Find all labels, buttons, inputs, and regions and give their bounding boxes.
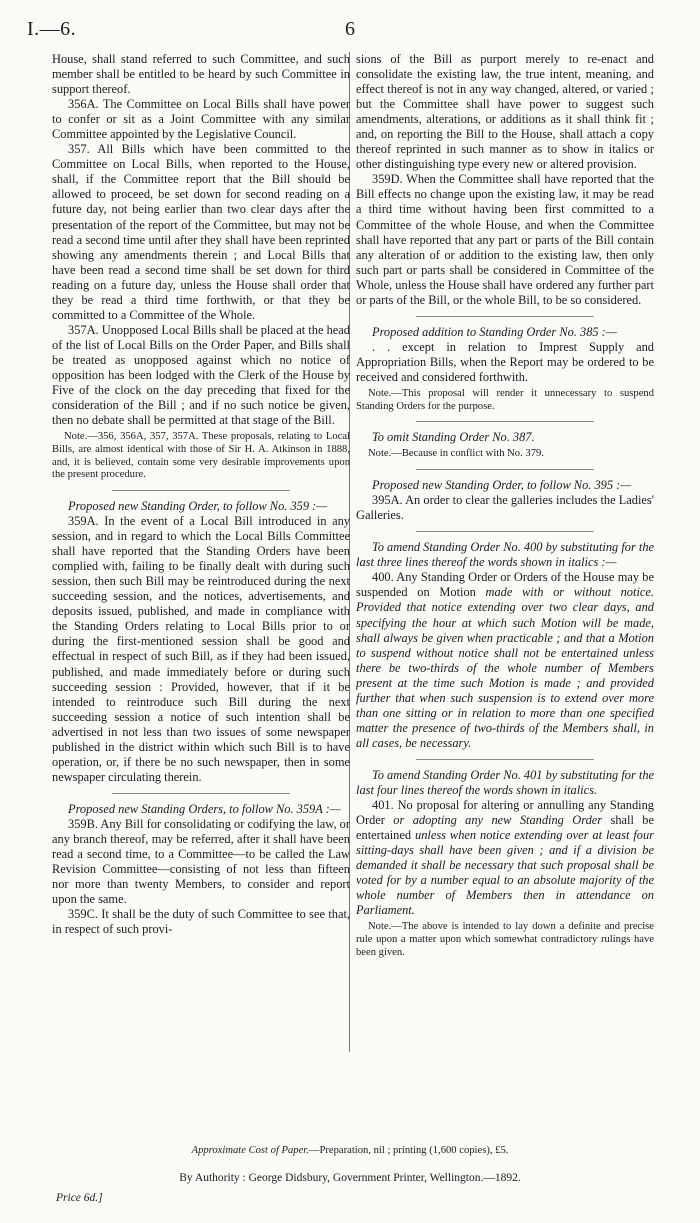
- order-395a: 395A. An order to clear the galleries includes the Ladies' Galleries.: [356, 493, 654, 523]
- proposal-amend-401: To amend Standing Order No. 401 by substituting for the last four lines thereof the words shown in italics.: [356, 767, 655, 797]
- cost-text: —Preparation, nil ; printing (1,600 copies), £5.: [308, 1145, 509, 1156]
- section-rule: [416, 316, 595, 317]
- note-401: Note.—The above is intended to lay down a definite and precise rule upon a matter upon which somewhat contradictory rulings have been given.: [356, 921, 654, 958]
- note-387: Note.—Because in conflict with No. 379.: [368, 448, 544, 460]
- section-rule: [416, 759, 595, 760]
- cost-line: [0, 1145, 700, 1156]
- order-359b: 359B. Any Bill for consolidating or codifying the law, or any branch thereof, may be referred, after it shall have been read a second time, to a Committee—to be called the Law Revision Committee—consisting of not less than fifteen nor more than twenty Members, to consider and report upon the same.: [52, 816, 350, 907]
- order-401-text-b: shall be entertained: [356, 813, 655, 843]
- paragraph-continued: House, shall stand referred to such Committee, and such member shall be entitled to be heard by such Committee in support thereof.: [52, 52, 350, 97]
- order-401-italic-b: unless when notice extending over at least four sitting-days shall have been given ; and if a division be demanded it shall be necessary that such proposal shall be voted for by a number equal to an absolute majority of the whole number of Members then in attendance on Parliament.: [356, 828, 654, 918]
- proposal-heading-385: Proposed addition to Standing Order No. 385 :—: [372, 324, 617, 339]
- section-rule: [416, 469, 595, 470]
- section-rule: [416, 421, 595, 422]
- order-356a: 356A. The Committee on Local Bills shall have power to confer or sit as a Joint Committee with any similar Committee appointed by the Legislative Council.: [52, 97, 350, 142]
- order-400-italic: made with or without notice. Provided that notice extending over two clear days, and specifying the hour at which such Motion will be made, shall always be given when practicable ; and that a Motion to suspend without notice shall not be entertained unless there be two-thirds of the whole number of Members present at the time such Motion is made ; and provided further that when such suspension is to extend over more than one sitting or in relation to more than one specified matter the presence of two-thirds of the Members shall, in all cases, be necessary.: [356, 585, 654, 750]
- page-number: 6: [345, 18, 355, 40]
- proposal-heading-359: Proposed new Standing Order, to follow No. 359 :—: [68, 498, 328, 513]
- order-359c: 359C. It shall be the duty of such Committee to see that, in respect of such provi-: [52, 907, 350, 937]
- printer-imprint: By Authority : George Didsbury, Government Printer, Wellington.—1892.: [179, 1172, 521, 1184]
- right-column: [356, 52, 654, 962]
- order-385-addition: . . except in relation to Imprest Supply and Appropriation Bills, when the Report may be ordered to be received and considered forthwith.: [356, 339, 654, 384]
- order-400: [356, 570, 654, 751]
- section-rule: [112, 793, 291, 794]
- page-header: [0, 18, 700, 44]
- proposal-amend-400: To amend Standing Order No. 400 by substituting for the last three lines thereof the words shown in italics :—: [356, 540, 655, 570]
- order-400-text: 400. Any Standing Order or Orders of the House may be suspended on Motion: [356, 570, 654, 600]
- paper-code: I.—6.: [27, 18, 77, 40]
- order-401-italic-a: or adopting any new Standing Order: [393, 813, 603, 828]
- price-label: Price 6d.]: [56, 1192, 103, 1204]
- cost-label: Approximate Cost of Paper.: [191, 1145, 309, 1156]
- note-385: Note.—This proposal will render it unnecessary to suspend Standing Orders for the purpose.: [356, 387, 654, 412]
- order-357a: 357A. Unopposed Local Bills shall be placed at the head of the list of Local Bills on the Order Paper, and Bills shall be treated as unopposed against which no notice of opposition has been lodged with the Clerk of the House by Five of the clock on the day preceding that fixed for the consideration of the Bill ; and if no such notice be given, then no debate shall be permitted at that stage of the Bill.: [52, 322, 350, 428]
- note-local-bills: Note.—356, 356A, 357, 357A. These proposals, relating to Local Bills, are almost identical with those of Sir H. A. Atkinson in 1888, and, it is believed, contain some very desirable improvements upon the present procedure.: [52, 431, 350, 481]
- proposal-heading-359a: Proposed new Standing Orders, to follow No. 359A :—: [68, 801, 341, 816]
- section-rule: [416, 531, 595, 532]
- order-357: 357. All Bills which have been committed to the Committee on Local Bills, when reported to the House, shall, if the Committee report that the Bill should be allowed to proceed, be set down for second reading on a future day, not being earlier than two clear days after the presentation of the report of the Committee, but may not be read a second time until after they shall have been reprinted showing any amendments therein ; and Local Bills that have been read a second time shall be set down for third reading on a future day, unless the House shall order that they be read a third time forthwith, or that they be committed to a Committee of the Whole.: [52, 142, 350, 322]
- order-401-text-a: 401. No proposal for altering or annulling any Standing Order: [356, 798, 654, 828]
- left-column: [52, 52, 350, 937]
- order-359d: 359D. When the Committee shall have reported that the Bill effects no change upon the existing law, it may be read a third time without having been first committed to a Committee of the whole House, and when the Committee shall have reported that any part or parts of the Bill contain any alteration of or addition to the existing law, then only such part or parts shall be considered in Committee of the Whole, unless the House shall have ordered any further part or parts of the Bill, or the whole Bill, to be so considered.: [356, 172, 654, 307]
- proposal-heading-395: Proposed new Standing Order, to follow No. 395 :—: [372, 478, 632, 493]
- proposal-omit-387: To omit Standing Order No. 387.: [372, 430, 535, 445]
- order-401: [356, 798, 654, 918]
- section-rule: [112, 490, 291, 491]
- paragraph-continued: sions of the Bill as purport merely to re-enact and consolidate the existing law, the true intent, meaning, and effect thereof is not in any way changed, altered, or varied ; but the Committee shall have power to suggest such amendments, alterations, or additions as it shall think fit ; and, on reporting the Bill to the House, shall attach a copy thereof reprinted in such manner as to show in italics or other distinguishing type every new or altered provision.: [356, 52, 654, 172]
- order-359a: 359A. In the event of a Local Bill introduced in any session, and in regard to which the Local Bills Committee shall have reported that the Standing Orders have been complied with, failing to be finally dealt with during such session, then such Bill may be reintroduced during the next succeeding session, and the notices, advertisements, and deposits issued, published, and made in compliance with the Standing Orders relating to Local Bills prior to or during the first-mentioned session shall be good and effectual in respect of such Bill, as if they had been issued, published, and made immediately before or during such succeeding session : Provided, however, that if it be intended to reintroduce such Bill during the next succeeding session a notice of such intention shall be advertised in not less than two issues of some newspaper published in the district within which such Bill is to have operation, or, if there be no such newspaper, then in some newspaper circulating therein.: [52, 514, 350, 784]
